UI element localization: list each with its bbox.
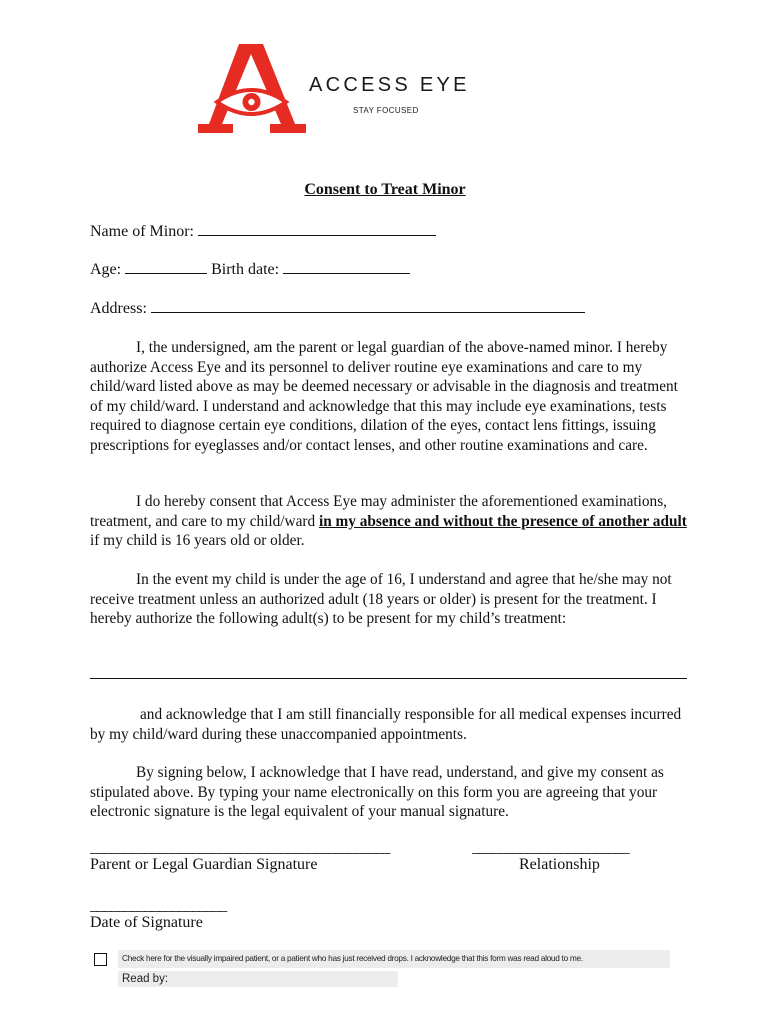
- age-birth-row: [90, 259, 410, 279]
- birth-date-label: Birth date:: [211, 261, 280, 278]
- financial-responsibility-paragraph: and acknowledge that I am still financially responsible for all medical expenses incurred by my child/ward during these unaccompanied appointments.: [90, 706, 682, 743]
- minor-name-label: Name of Minor:: [90, 223, 194, 240]
- relationship-line[interactable]: _______________________: [472, 839, 629, 856]
- signature-date-line[interactable]: ____________________: [90, 897, 227, 914]
- address-label: Address:: [90, 300, 147, 317]
- consent-absence-paragraph: [90, 492, 688, 551]
- access-eye-logo-icon: [198, 44, 306, 134]
- relationship-label: Relationship: [519, 856, 600, 873]
- authorization-paragraph: I, the undersigned, am the parent or legal guardian of the above-named minor. I hereby authorize Access Eye and its personnel to deliver routine eye examinations and care to my child/ward listed above as may be deemed necessary or advisable in the diagnosis and treatment of my child/ward. I understand and acknowledge that this may include eye examinations, tests required to diagnose certain eye conditions, dilation of the eyes, contact lens fittings, issuing prescriptions for eyeglasses and/or contact lenses, and other routine examinations and care.: [90, 339, 678, 454]
- guardian-signature-line[interactable]: ____________________________________________: [90, 839, 390, 856]
- birth-date-field[interactable]: [283, 259, 410, 274]
- under-16-paragraph: In the event my child is under the age of 16, I understand and agree that he/she may not receive treatment unless an authorized adult (18 years or older) is present for the treatment. I hereby authorize the following adult(s) to be present for my child’s treatment:: [90, 571, 672, 628]
- guardian-signature-label: Parent or Legal Guardian Signature: [90, 856, 318, 873]
- page-title: Consent to Treat Minor: [304, 181, 466, 198]
- address-field[interactable]: [151, 298, 585, 313]
- visually-impaired-note: Check here for the visually impaired patient, or a patient who has just received drops. I acknowledge that this form was read aloud to me.: [118, 950, 670, 968]
- authorized-adults-line[interactable]: [90, 678, 687, 679]
- visually-impaired-checkbox[interactable]: [94, 953, 107, 966]
- brand-name: ACCESS EYE: [309, 74, 470, 96]
- brand-tagline: STAY FOCUSED: [353, 106, 419, 115]
- minor-name-field[interactable]: [198, 221, 436, 236]
- consent-emphasis: in my absence and without the presence of another adult: [318, 512, 687, 530]
- age-field[interactable]: [125, 259, 207, 274]
- age-label: Age:: [90, 261, 122, 278]
- minor-name-row: [90, 221, 436, 241]
- address-row: [90, 298, 585, 318]
- signature-acknowledgement-paragraph: By signing below, I acknowledge that I have read, understand, and give my consent as stipulated above. By typing your name electronically on this form you are agreeing that your electronic signature is the legal equivalent of your manual signature.: [90, 764, 664, 821]
- consent-text-end: if my child is 16 years old or older.: [90, 532, 305, 550]
- signature-date-label: Date of Signature: [90, 914, 203, 931]
- read-by-field[interactable]: Read by:: [118, 971, 398, 987]
- consent-text-start: I do hereby consent that Access Eye may administer the aforementioned examinations, treatment, and care to my child/ward: [90, 493, 667, 530]
